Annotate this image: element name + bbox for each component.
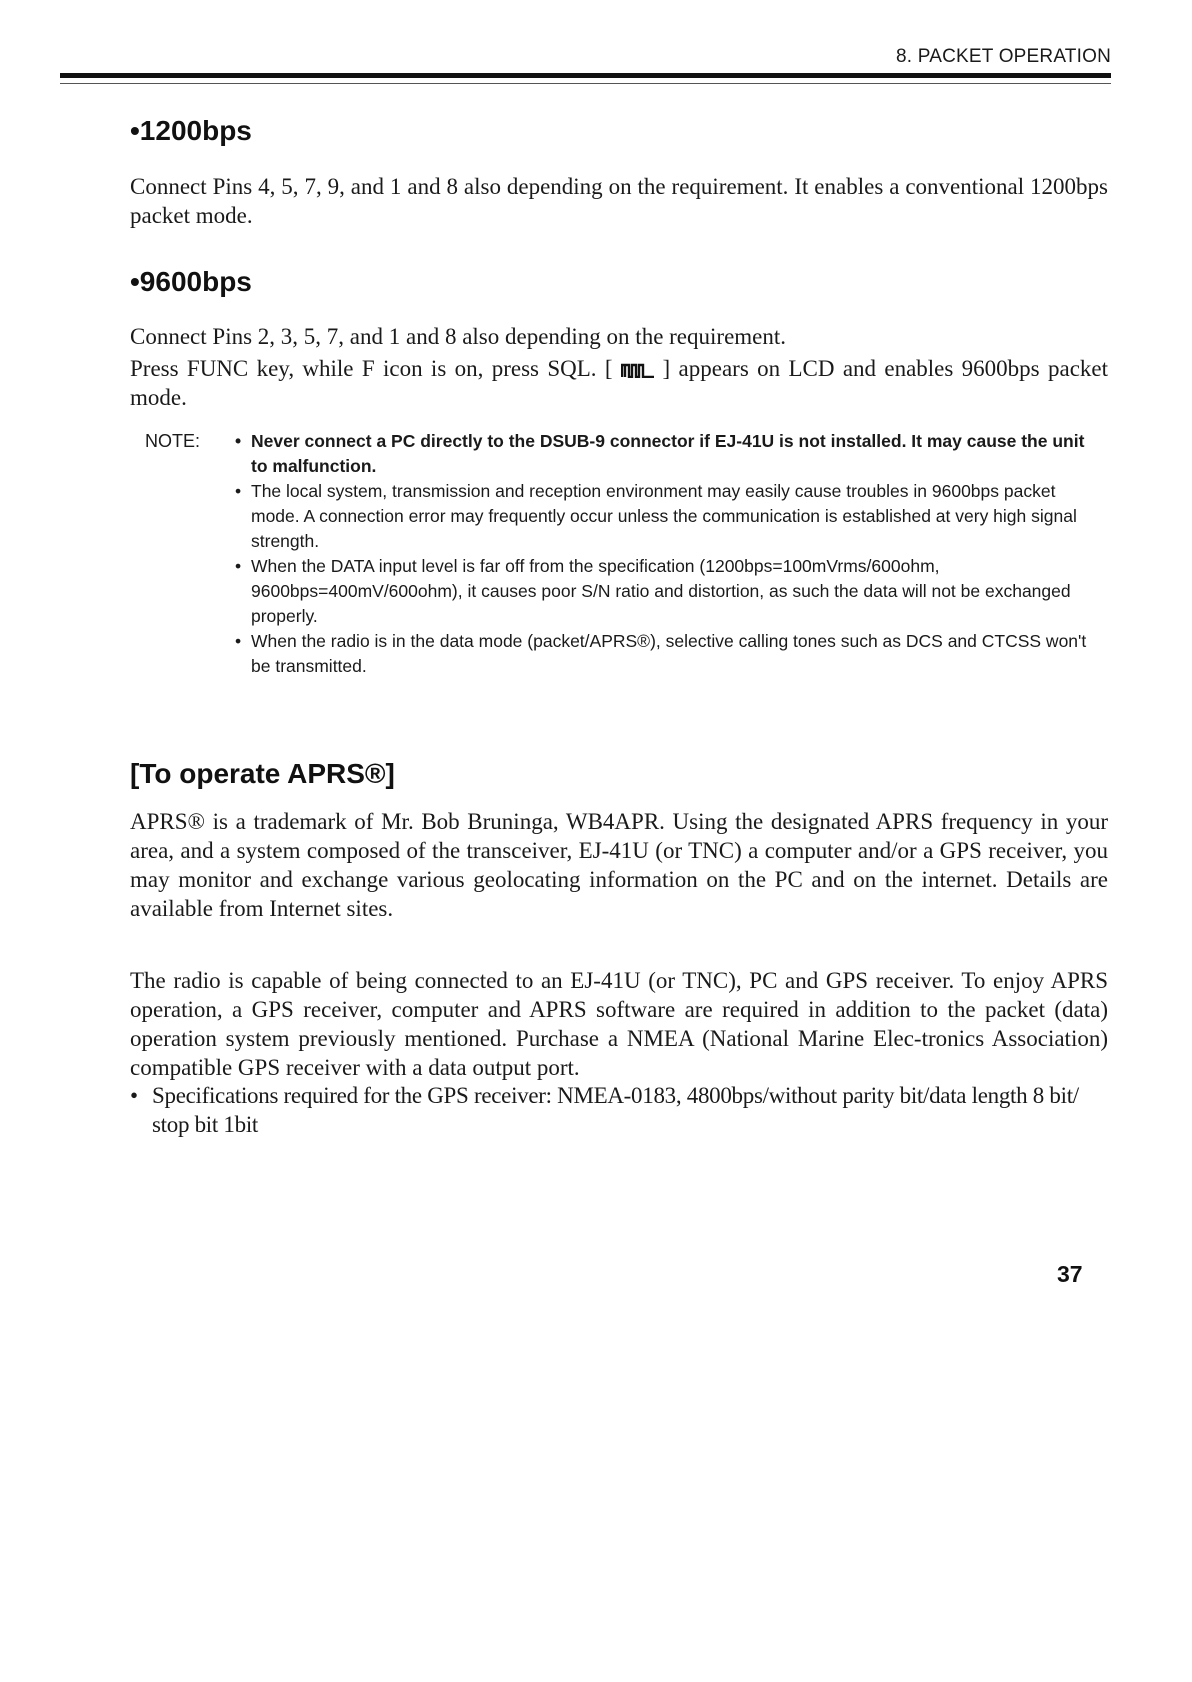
paragraph-1200bps: [130, 172, 1108, 230]
heading-1200bps: •1200bps: [130, 115, 252, 146]
note-item: • When the DATA input level is far off from the specification (1200bps=100mVrms/600ohm, 9600bps=400mV/600ohm), it causes poor S/N ratio and distortion, as such the data will not be exchanged properly.: [233, 554, 1095, 629]
header-rule: [60, 73, 1111, 78]
note-item: • When the radio is in the data mode (packet/APRS®), selective calling tones such as DCS and CTCSS won't be transmitted.: [233, 629, 1095, 679]
line2-before: Press FUNC key, while F icon is on, press SQL. [: [130, 356, 613, 381]
paragraph-aprs-requirements: [130, 966, 1108, 1082]
page-number: 37: [1057, 1261, 1083, 1287]
header-rule-thin: [60, 83, 1111, 84]
paragraph-1200bps-text: Connect Pins 4, 5, 7, 9, and 1 and 8 also depending on the requirement. It enables a conventional 1200bps packet mode.: [130, 174, 1108, 228]
note-item: • Never connect a PC directly to the DSUB-9 connector if EJ-41U is not installed. It may cause the unit to malfunction.: [233, 429, 1095, 479]
heading-9600bps: •9600bps: [130, 266, 252, 297]
packet-9600-lcd-icon: [621, 362, 655, 378]
running-head: 8. PACKET OPERATION: [896, 46, 1111, 67]
paragraph-aprs-requirements-text: The radio is capable of being connected to an EJ-41U (or TNC), PC and GPS receiver. To enjoy APRS operation, a GPS receiver, computer and APRS software are required in addition to the packet (data) operation system previously mentioned. Purchase a NMEA (National Marine Elec-tronics Association) compatible GPS receiver with a data output port.: [130, 968, 1108, 1080]
paragraph-aprs-intro-text: APRS® is a trademark of Mr. Bob Bruninga, WB4APR. Using the designated APRS frequency in your area, and a system composed of the transceiver, EJ-41U (or TNC) a computer and/or a GPS receiver, you may monitor and exchange various geolocating information on the PC and on the internet. Details are available from Internet sites.: [130, 809, 1108, 921]
heading-aprs: [To operate APRS®]: [130, 758, 395, 789]
note-list: [233, 429, 1095, 679]
paragraph-9600bps: [130, 322, 1108, 412]
bullet-dot: •: [130, 1083, 139, 1108]
note-label: NOTE:: [145, 431, 201, 451]
paragraph-aprs-intro: [130, 807, 1108, 923]
paragraph-9600bps-line2: [130, 354, 1108, 412]
paragraph-9600bps-line1: Connect Pins 2, 3, 5, 7, and 1 and 8 also depending on the requirement.: [130, 324, 787, 349]
gps-spec-text: Specifications required for the GPS receiver: NMEA-0183, 4800bps/without parity bit/data length 8 bit/ stop bit 1bit: [152, 1083, 1079, 1137]
gps-spec-bullet: [130, 1081, 1108, 1139]
line2-after: ] appears on LCD and enables 9600bps packet mode.: [130, 356, 1108, 410]
note-item: • The local system, transmission and reception environment may easily cause troubles in 9600bps packet mode. A connection error may frequently occur unless the communication is established at very high signal strength.: [233, 479, 1095, 554]
